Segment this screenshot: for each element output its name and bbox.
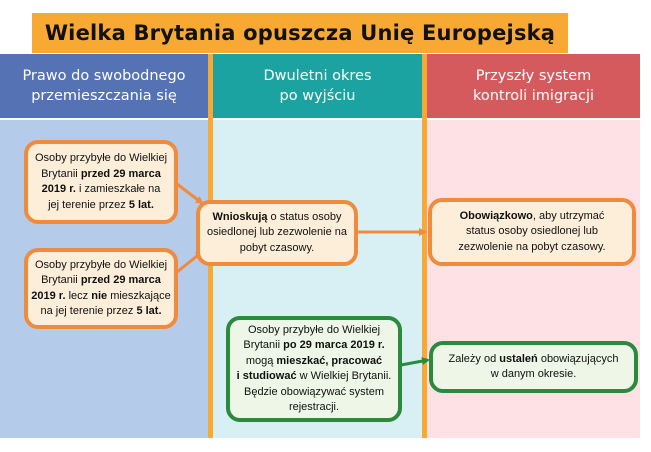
bold-text: nie [91, 289, 108, 302]
column-3-header-line2: kontroli imigracji [472, 88, 595, 104]
text: rejestracji. [288, 401, 340, 413]
text: Brytanii [41, 274, 81, 286]
bold-text: po 29 marca 2019 r. [283, 339, 385, 351]
text: na jej terenie przez [40, 305, 137, 317]
arrow-after-to-depends [401, 360, 428, 365]
box-line [460, 209, 605, 225]
box-line [449, 352, 619, 368]
box-line [466, 224, 598, 240]
text: w Wielkiej Brytanii. [296, 370, 392, 382]
text: jej terenie przez [48, 198, 129, 211]
column-3-header-line1: Przyszły system [475, 68, 592, 84]
page-title: Wielka Brytania opuszcza Unię Europejską [32, 13, 568, 53]
box-line [207, 225, 347, 241]
text: status osoby osiedlonej lub [465, 225, 599, 238]
box-line [42, 182, 161, 198]
bold-text: Wnioskują [212, 210, 268, 223]
box-line [41, 167, 161, 183]
bold-text: 2019 r. [31, 289, 66, 302]
text: Zależy od [448, 352, 500, 365]
bold-text: ustaleń [499, 352, 538, 365]
box-arrived-before-not-resided [24, 248, 178, 329]
text: zezwolenie na pobyt czasowy. [458, 240, 606, 253]
column-1-header-line1: Prawo do swobodnego [22, 68, 186, 84]
text: Będzie obowiązywać system [243, 385, 384, 398]
box-mandatory-status [428, 198, 636, 266]
box-line [212, 210, 341, 226]
column-1-header-line2: przemieszczania się [31, 88, 177, 104]
box-line [41, 273, 161, 289]
bold-text: Obowiązkowo [459, 209, 533, 222]
text: , aby utrzymać [532, 209, 605, 222]
bold-text: 5 lat. [136, 305, 162, 317]
text: obowiązujących [537, 352, 619, 365]
text: Osoby przybyłe do Wielkiej [34, 258, 168, 271]
arrow-before-to-apply [177, 184, 202, 203]
text: i zamieszkałe na [75, 183, 161, 195]
box-line [40, 304, 161, 320]
bold-text: przed 29 marca [80, 274, 161, 286]
box-line [243, 338, 384, 354]
box-line [246, 354, 382, 370]
text: lecz [65, 289, 92, 302]
bold-text: 2019 r. [41, 183, 76, 195]
box-depends-on-arrangements [429, 341, 638, 393]
bold-text: przed 29 marca [80, 167, 161, 180]
box-line [35, 151, 167, 167]
box-line [48, 198, 154, 214]
text: Brytanii [41, 167, 81, 180]
text: Brytanii [243, 339, 284, 351]
bold-text: mieszkać, pracować [276, 354, 383, 367]
box-line [491, 367, 577, 383]
box-line [31, 289, 170, 305]
column-2-header-line2: po wyjściu [279, 88, 356, 104]
box-line [240, 241, 314, 257]
text: mieszkające [107, 289, 171, 302]
text: Osoby przybyłe do Wielkiej [247, 323, 381, 336]
box-line [248, 323, 380, 339]
text: w danym okresie. [490, 368, 577, 380]
bold-text: i studiować [236, 370, 297, 382]
text: osiedlonej lub zezwolenie na [206, 226, 348, 239]
box-apply-status [196, 200, 358, 266]
text: Osoby przybyłe do Wielkiej [34, 152, 168, 164]
text: mogą [245, 354, 277, 367]
text: o status osoby [267, 210, 342, 223]
box-line [458, 240, 605, 256]
box-line [237, 369, 392, 385]
box-line [35, 258, 167, 274]
box-line [289, 400, 339, 416]
box-arrived-after [226, 316, 402, 422]
box-arrived-before-resided [24, 140, 178, 224]
column-2-header-line1: Dwuletni okres [263, 68, 372, 84]
box-line [244, 385, 384, 401]
text: pobyt czasowy. [239, 241, 315, 254]
bold-text: 5 lat. [128, 198, 154, 211]
